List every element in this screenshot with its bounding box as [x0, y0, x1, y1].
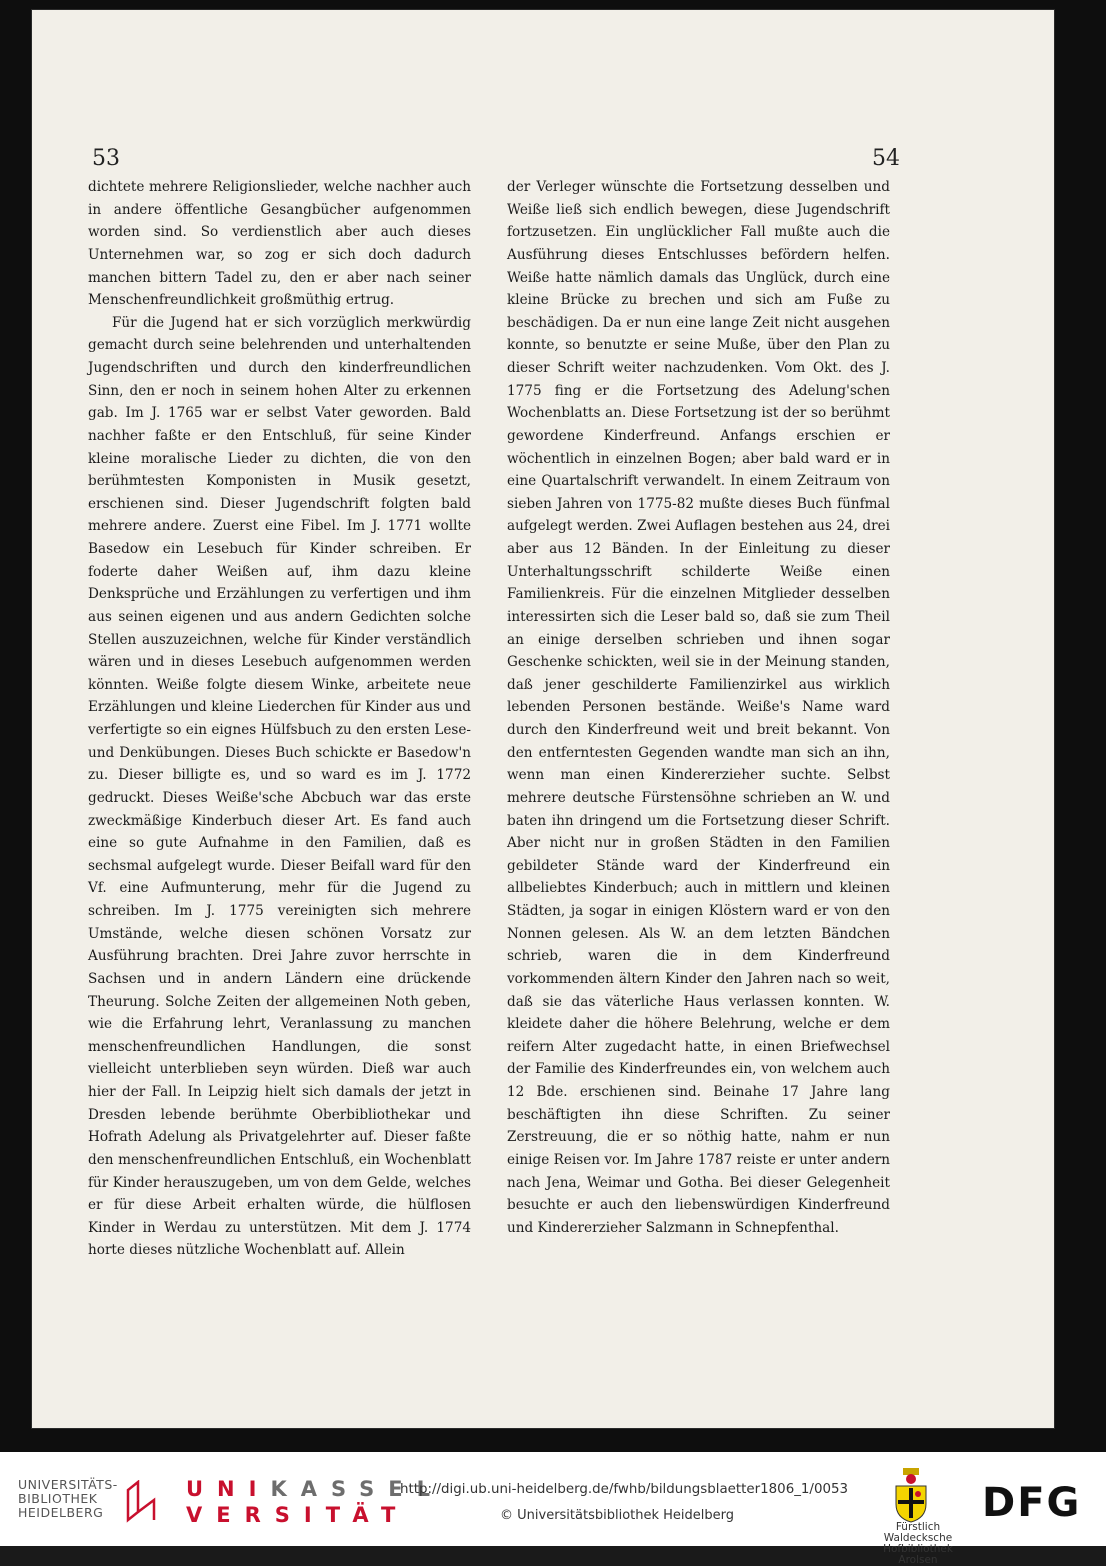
- waldeck-crest-icon: [890, 1466, 932, 1524]
- dfg-logo[interactable]: DFG: [982, 1480, 1082, 1526]
- logo-text: Hofbibliothek Arolsen: [883, 1543, 953, 1566]
- paragraph: der Verleger wünschte die Fortsetzung desselben und Weiße ließ sich endlich bewegen, diese Jugendschrift fortzusetzen. Ein unglücklicher Fall mußte auch die Ausführung dieses Entschlusses befördern helfen. Weiße hatte nämlich damals das Unglück, durch eine kleine Brücke zu brechen und sich am Fuße zu beschädigen. Da er nun eine lange Zeit nicht ausgehen konnte, so benutzte er seine Muße, über den Plan zu dieser Schrift weiter nachzudenken. Vom Okt. des J. 1775 fing er die Fortsetzung des Adelung'schen Wochenblatts an. Diese Fortsetzung ist der so berühmt gewordene Kinderfreund. Anfangs erschien er wöchentlich in einzelnen Bogen; aber bald ward er in eine Quartalschrift verwandelt. In einem Zeitraum von sieben Jahren von 1775-82 mußte dieses Buch fünfmal aufgelegt werden. Zwei Auflagen bestehen aus 24, drei aber aus 12 Bänden. In der Einleitung zu dieser Unterhaltungsschrift schilderte Weiße einen Familienkreis. Für die einzelnen Mitglieder desselben interessirten sich die Leser bald so, daß sie zum Theil an einige derselben schrieben und ihnen sogar Geschenke schickten, weil sie in der Meinung standen, daß jener geschilderte Familienzirkel aus wirklich lebenden Personen bestände. Weiße's Name ward durch den Kinderfreund weit und breit bekannt. Von den entferntesten Gegenden wandte man sich an ihn, wenn man einen Kindererzieher suchte. Selbst mehrere deutsche Fürstensöhne schrieben an W. und baten ihn dringend um die Fortsetzung dieser Schrift. Aber nicht nur in großen Städten in den Familien gebildeter Stände ward der Kinderfreund ein allbeliebtes Kinderbuch; auch in mittlern und kleinen Städten, ja sogar in einigen Klöstern ward er von den Nonnen gelesen. Als W. an dem letzten Bändchen schrieb, waren die in dem Kinderfreund vorkommenden ältern Kinder den Jahren nach so weit, daß sie das väterliche Haus verlassen konnten. W. kleidete daher die höhere Belehrung, welche er dem reifern Alter zugedacht hatte, in einen Briefwechsel der Familie des Kinderfreundes ein, von welchem auch 12 Bde. erschienen sind. Beinahe 17 Jahre lang beschäftigten ihn diese Schriften. Zu seiner Zerstreuung, die er so nöthig hatte, nahm er nun einige Reisen vor. Im Jahre 1787 reiste er unter andern nach Jena, Weimar und Gotha. Bei dieser Gelegenheit besuchte er auch den liebenswürdigen Kinderfreund und Kindererzieher Salzmann in Schnepfenthal.: [507, 179, 890, 1236]
- logo-text: VERSITÄT: [186, 1503, 410, 1527]
- source-url-link[interactable]: http://digi.ub.uni-heidelberg.de/fwhb/bildungsblaetter1806_1/0053: [400, 1482, 849, 1497]
- page-number-right: 54: [872, 146, 900, 171]
- paragraph: Für die Jugend hat er sich vorzüglich merkwürdig gemacht durch seine belehrenden und unterhaltenden Jugendschriften und durch den kinderfreundlichen Sinn, den er noch in seinem hohen Alter zu erkennen gab. Im J. 1765 war er selbst Vater geworden. Bald nachher faßte er den Entschluß, für seine Kinder kleine moralische Lieder zu dichten, die von den berühmtesten Komponisten in Musik gesetzt, erschienen sind. Dieser Jugendschrift folgten bald mehrere andere. Zuerst eine Fibel. Im J. 1771 wollte Basedow ein Lesebuch für Kinder schreiben. Er foderte daher Weißen auf, ihm dazu kleine Denksprüche und Erzählungen zu verfertigen und ihm aus seinen eigenen und aus andern Gedichten solche Stellen auszuzeichnen, welche für Kinder verständlich wären und in dieses Lesebuch aufgenommen werden könnten. Weiße folgte diesem Winke, arbeitete neue Erzählungen und kleine Liederchen für Kinder aus und verfertigte so ein eignes Hülfsbuch zu den ersten Lese- und Denkübungen. Dieses Buch schickte er Basedow'n zu. Dieser billigte es, und so ward es im J. 1772 gedruckt. Dieses Weiße'sche Abcbuch war das erste zweckmäßige Kinderbuch dieser Art. Es fand auch eine so gute Aufnahme in den Familien, daß es sechsmal aufgelegt wurde. Dieser Beifall ward für den Vf. eine Aufmunterung, mehr für die Jugend zu schreiben. Im J. 1775 vereinigten sich mehrere Umstände, welche diesen schönen Vorsatz zur Ausführung brachten. Drei Jahre zuvor herrschte in Sachsen und in andern Ländern eine drückende Theurung. Solche Zeiten der allgemeinen Noth geben, wie die Erfahrung lehrt, Veranlassung zu manchen menschenfreundlichen Handlungen, die sonst vielleicht unterblieben seyn würden. Dieß war auch hier der Fall. In Leipzig hielt sich damals der jetzt in Dresden lebende berühmte Oberbibliothekar und Hofrath Adelung als Privatgelehrter auf. Dieser faßte den menschenfreundlichen Entschluß, ein Wochenblatt für Kinder herauszugeben, um von dem Gelde, welches er für diese Arbeit erhalten würde, die hülflosen Kinder in Werdau zu unterstützen. Mit dem J. 1774 horte dieses nützliche Wochenblatt auf. Allein: [88, 314, 471, 1259]
- ub-heidelberg-mark-icon: [124, 1480, 158, 1524]
- logo-text: UNI: [186, 1477, 271, 1501]
- copyright-text: © Universitätsbibliothek Heidelberg: [500, 1508, 735, 1523]
- logo-text: BIBLIOTHEK: [18, 1491, 98, 1506]
- text-column-right: [507, 176, 890, 1239]
- logo-text: Fürstlich Waldecksche: [883, 1521, 953, 1544]
- logo-text: UNIVERSITÄTS-: [18, 1477, 118, 1492]
- logo-text: KASSEL: [270, 1477, 445, 1501]
- ub-heidelberg-logo[interactable]: [18, 1478, 118, 1520]
- arolsen-library-label: [866, 1522, 970, 1566]
- logo-text: HEIDELBERG: [18, 1505, 104, 1520]
- paragraph: dichtete mehrere Religionslieder, welche nachher auch in andere öffentliche Gesangbücher aufgenommen worden sind. So verdienstlich aber auch dieses Unternehmen war, so zog er sich doch dadurch manchen bittern Tadel zu, den er aber nach seiner Menschenfreundlichkeit großmüthig ertrug.: [88, 179, 471, 309]
- page-number-left: 53: [92, 146, 120, 171]
- text-column-left: [88, 176, 471, 1262]
